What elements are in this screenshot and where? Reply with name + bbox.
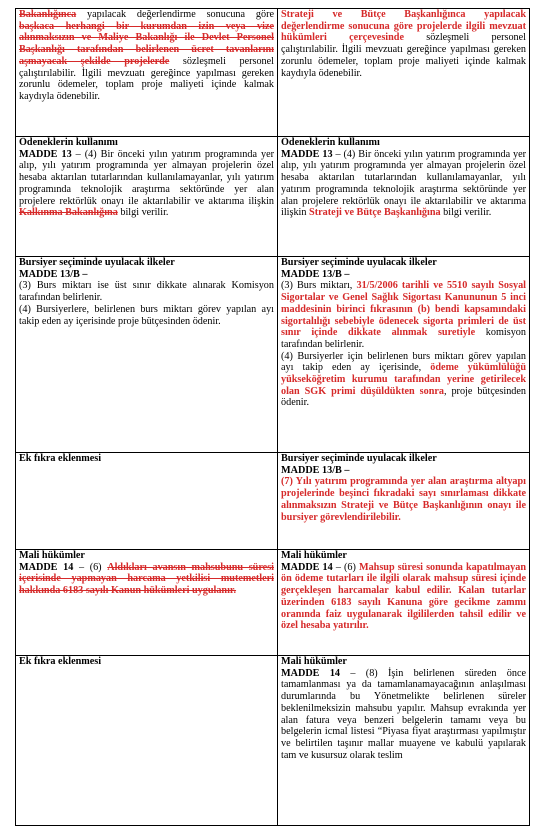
current-text-cell bbox=[16, 257, 278, 453]
paragraph bbox=[281, 9, 526, 79]
paragraph bbox=[281, 656, 526, 668]
inserted-text: 31/5/2006 tarihli ve 5510 sayılı Sosyal Sigortalar ve Genel Sağlık Sigortası Kanununun 5 inci maddesinin birinci fıkrasının (b) bendi kapsamındaki sigortalılığı sebebiyle ödenecek sigorta primleri de üst sınır içinde dikkate alınmak suretiyle bbox=[281, 280, 526, 339]
heading-text: Bursiyer seçiminde uyulacak ilkeler bbox=[19, 257, 175, 268]
paragraph bbox=[281, 476, 526, 523]
inserted-text: (7) Yılı yatırım programında yer alan araştırma altyapı projelerinde beşinci fıkradaki sayı sınırlaması dikkate alınmaksızın Strateji ve Bütçe Başkanlığının onayı ile bursiyer görevlendirilebilir. bbox=[281, 476, 526, 523]
paragraph bbox=[19, 149, 274, 219]
amended-text-cell bbox=[278, 550, 530, 656]
table-row bbox=[16, 453, 530, 550]
comparison-table bbox=[15, 8, 530, 826]
amended-text-cell bbox=[278, 453, 530, 550]
current-text-cell bbox=[16, 656, 278, 826]
heading-text: MADDE 13/B – bbox=[19, 268, 88, 280]
amended-text-cell bbox=[278, 257, 530, 453]
paragraph bbox=[281, 562, 526, 632]
paragraph bbox=[19, 550, 274, 562]
heading-text: MADDE 13/B – bbox=[281, 464, 350, 476]
body-text: bilgi verilir. bbox=[117, 207, 169, 219]
amended-text-cell bbox=[278, 656, 530, 826]
heading-text: MADDE 13/B – bbox=[281, 268, 350, 280]
body-text: – (6) bbox=[73, 561, 108, 573]
current-text-cell bbox=[16, 453, 278, 550]
paragraph bbox=[281, 280, 526, 350]
body-text: sözleşmeli personel çalıştırılabilir. İlgili mevzuatı gereğince yapılması gereken zorunlu ödemeler, toplam proje maliyeti içinde kalmak kaydıyla ödenebilir. bbox=[19, 55, 275, 102]
heading-text: Bursiyer seçiminde uyulacak ilkeler bbox=[281, 453, 437, 464]
amended-text-cell bbox=[278, 9, 530, 137]
paragraph bbox=[19, 137, 274, 149]
paragraph bbox=[19, 304, 274, 327]
heading-text: Mali hükümler bbox=[281, 550, 347, 561]
paragraph bbox=[19, 9, 274, 103]
heading-text: MADDE 13 bbox=[19, 148, 72, 160]
deleted-text: başkaca herhangi bir kurumdan izin veya vize alınmaksızın ve Maliye Bakanlığı ile Devlet Personel Başkanlığı tarafından belirlenen ücret tavanlarını aşmayacak şekilde projelerde bbox=[19, 20, 274, 67]
heading-text: MADDE 14 bbox=[19, 561, 74, 573]
table-row bbox=[16, 9, 530, 137]
inserted-text: ödeme yükümlülüğü yükseköğretim kurumu tarafından yerine getirilecek olan SGK primi düşüldükten sonra bbox=[281, 362, 526, 397]
paragraph bbox=[19, 257, 274, 269]
heading-text: Ek fıkra eklenmesi bbox=[19, 453, 102, 464]
body-text: (3) Burs miktarı ise üst sınır dikkate alınarak Komisyon tarafından belirlenir. bbox=[19, 280, 274, 304]
heading-text: Ek fıkra eklenmesi bbox=[19, 656, 102, 667]
paragraph bbox=[281, 149, 526, 219]
heading-text: MADDE 14 bbox=[281, 561, 333, 573]
deleted-text: Aldıkları avansın mahsubunu süresi içerisinde yapmayan harcama yetkilisi mutemetleri hakkında 6183 sayılı Kanun hükümleri uygulanır. bbox=[19, 561, 274, 597]
paragraph bbox=[281, 137, 526, 149]
deleted-text: Kalkınma Bakanlığına bbox=[19, 207, 118, 219]
heading-text: Ödeneklerin kullanımı bbox=[281, 137, 380, 148]
paragraph bbox=[281, 668, 526, 762]
body-text: (4) Bursiyerlere, belirlenen burs miktarı görev yapılan ayı takip eden ay içerisinde proje bütçesinden ödenir. bbox=[19, 303, 274, 327]
paragraph bbox=[19, 656, 274, 668]
current-text-cell bbox=[16, 550, 278, 656]
amended-text-cell bbox=[278, 137, 530, 257]
body-text: sözleşmeli personel çalıştırılabilir. İlgili mevzuatı gereğince yapılması gereken zorunlu ödemeler, toplam proje maliyeti içinde kalmak kaydıyla ödenebilir. bbox=[281, 32, 526, 79]
paragraph bbox=[281, 453, 526, 465]
paragraph bbox=[19, 280, 274, 303]
body-text: (3) Burs miktarı, bbox=[281, 280, 357, 292]
heading-text: MADDE 13 bbox=[281, 148, 333, 160]
heading-text: Ödeneklerin kullanımı bbox=[19, 137, 118, 148]
table-row bbox=[16, 137, 530, 257]
inserted-text: Strateji ve Bütçe Başkanlığına bbox=[309, 207, 441, 219]
paragraph bbox=[19, 269, 274, 281]
body-text: – (4) Bir önceki yılın yatırım programında yer alıp, yılı yatırım programında yer almayan projelerin özel hesaba aktarılan tutarlarından kullanılamayanlar, yılı yatırım programında teknolojik araştırma sektöründe yer alan projelere rektörlük onayı ile aktarılabilir ve aktarıma ilişkin bbox=[281, 148, 526, 219]
heading-text: Bursiyer seçiminde uyulacak ilkeler bbox=[281, 257, 437, 268]
paragraph bbox=[281, 550, 526, 562]
current-text-cell bbox=[16, 9, 278, 137]
paragraph bbox=[281, 465, 526, 477]
inserted-text: Strateji ve Bütçe Başkanlığınca yapılacak değerlendirme sonucuna göre projelerde ilgili mevzuat hükümleri çerçevesinde bbox=[281, 9, 526, 44]
body-text: komisyon tarafından belirlenir. bbox=[281, 327, 526, 350]
paragraph bbox=[281, 269, 526, 281]
inserted-text: Mahsup süresi sonunda kapatılmayan ön ödeme tutarları ile ilgili olarak mahsup süresi içinde gerçekleşen harcamalar kabul edilir. Kalan tutarlar üzerinden 6183 sayılı Kanuna göre gecikme zammı oranında faiz uygulanarak ilgililerden tahsil edilir ve özel hesaba yatırılır. bbox=[281, 561, 526, 632]
comparison-table-body bbox=[16, 9, 530, 826]
table-row bbox=[16, 550, 530, 656]
paragraph bbox=[19, 453, 274, 465]
paragraph bbox=[281, 351, 526, 410]
body-text: yapılacak değerlendirme sonucuna göre bbox=[76, 9, 274, 20]
paragraph bbox=[19, 562, 274, 597]
heading-text: Mali hükümler bbox=[281, 656, 347, 667]
body-text: (4) Bursiyerler için belirlenen burs miktarı görev yapılan ayı takip eden ay içerisinde, bbox=[281, 350, 526, 374]
body-text: bilgi verilir. bbox=[440, 207, 492, 219]
table-row bbox=[16, 656, 530, 826]
body-text: – (8) İşin belirlenen süreden önce tamamlanması ya da tamamlanamayacağının anlaşılması durumlarında bu Yönetmelikte belirlenen süreler beklenilmeksizin mahsubu yapılır. Mahsup evrakında yer alan fatura veya benzeri belgelerin tamamı veya bu belgelerin icmal listesi “Piyasa fiyat araştırması yapılmıştır ve belirtilen taşınır mallar muayene ve kabulü yapılarak tam ve kusursuz olarak teslim bbox=[281, 667, 526, 761]
current-text-cell bbox=[16, 137, 278, 257]
heading-text: Mali hükümler bbox=[19, 550, 85, 561]
deleted-text: Bakanlığınca bbox=[19, 9, 77, 20]
heading-text: MADDE 14 bbox=[281, 667, 341, 679]
paragraph bbox=[281, 257, 526, 269]
body-text: – (4) Bir önceki yılın yatırım programında yer alıp, yılı yatırım programında yer almayan projelerin özel hesaba aktarılan tutarlarından kullanılamayanlar, yılı yatırım programında teknolojik araştırma sektöründe yer alan projelere rektörlük onayı ile aktarılabilir ve aktarıma ilişkin bbox=[19, 148, 274, 207]
table-row bbox=[16, 257, 530, 453]
body-text: , proje bütçesinden ödenir. bbox=[281, 385, 526, 409]
body-text: – (6) bbox=[332, 561, 359, 573]
